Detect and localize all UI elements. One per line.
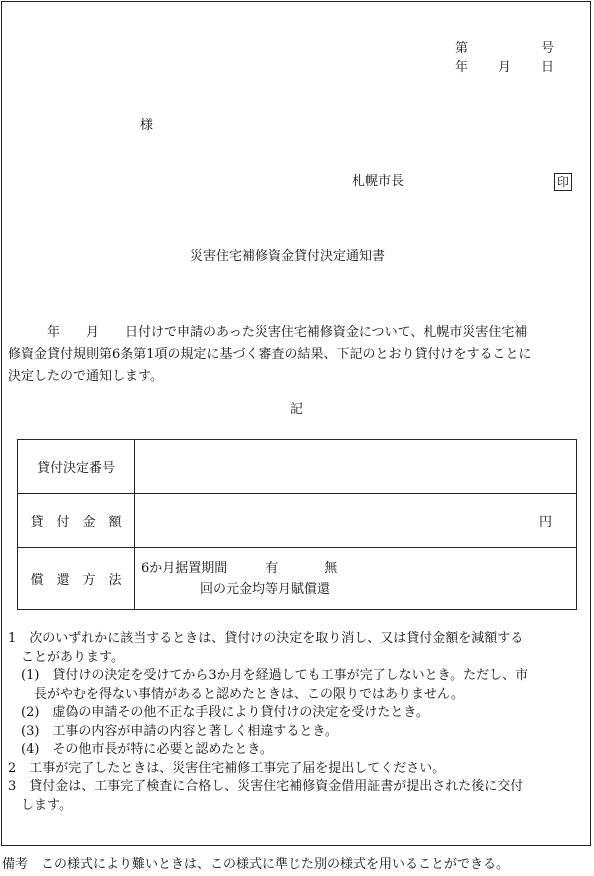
footer-remark: 備考 この様式により難いときは、この様式に準じた別の様式を用いることができる。 [2,857,510,872]
ki-heading: 記 [290,402,304,417]
note-line: 2 工事が完了したときは、災害住宅補修工事完了届を提出してください。 [8,760,446,776]
note-line: (3) 工事の内容が申請の内容と著しく相違するとき。 [8,723,338,739]
note-line: します。 [8,797,72,813]
note-line: 3 貸付金は、工事完了検査に合格し、災害住宅補修資金借用証書が提出された後に交付 [8,779,524,794]
addressee-sama: 様 [140,118,154,133]
number-dai: 第 [455,41,469,56]
loan-info-table [17,439,577,610]
label-loan-number: 貸付決定番号 [18,440,135,494]
date-month: 月 [498,60,512,75]
notes-section [8,630,588,815]
value-loan-amount [135,494,577,548]
value-repayment [135,548,577,610]
value-loan-number [135,440,577,494]
label-loan-amount-text: 貸 付 金 額 [30,515,122,530]
date-year: 年 [455,60,469,75]
yen-unit: 円 [538,515,552,530]
grace-period-text: 6か月据置期間 [141,560,228,576]
date-day: 日 [541,60,555,75]
note-line: 長がやむを得ない事情があると認めたときは、この限りではありません。 [8,686,464,702]
sender-name: 札幌市長 [352,174,405,189]
document-title: 災害住宅補修資金貸付決定通知書 [190,249,386,264]
body-line: 修資金貸付規則第6条第1項の規定に基づく審査の結果、下記のとおり貸付けをすることに [8,347,532,362]
body-line: 決定したので通知します。 [8,369,163,384]
note-line: (2) 虚偽の申請その他不正な手段により貸付けの決定を受けたとき。 [8,705,429,720]
grace-no: 無 [324,560,338,576]
label-repayment: 償 還 方 法 [18,548,135,610]
label-loan-amount [18,494,135,548]
repayment-line-1 [141,558,576,579]
body-paragraph [8,322,584,388]
note-line: (1) 貸付けの決定を受けてから3か月を経過しても工事が完了しないとき。ただし、市 [8,668,529,683]
note-line: (4) その他市長が特に必要と認めたとき。 [8,742,273,757]
body-line: 年 月 日付けで申請のあった災害住宅補修資金について、札幌市災害住宅補 [47,325,528,340]
table-row [18,494,577,548]
number-go: 号 [541,41,555,56]
note-line: 1 次のいずれかに該当するときは、貸付けの決定を取り消し、又は貸付金額を減額する [8,631,524,646]
table-row [18,548,577,610]
seal-mark: 印 [554,173,572,191]
table-row [18,440,577,494]
repayment-line-2: 回の元金均等月賦償還 [200,581,331,597]
grace-yes: 有 [265,560,279,576]
note-line: ことがあります。 [8,649,124,665]
